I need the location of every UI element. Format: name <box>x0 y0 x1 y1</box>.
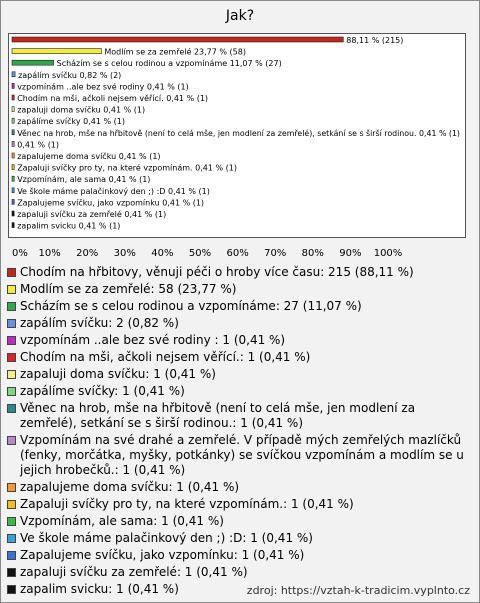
legend-label: Věnec na hrob, mše na hřbitově (není to celá mše, jen modlení za zemřelé), setkání se s širší rodinou.: 1 (0,41 %) <box>20 401 416 430</box>
bar-8 <box>12 130 14 135</box>
legend-label: zapaluji svíčku za zemřelé: 1 (0,41 %) <box>20 565 248 579</box>
legend-label: Chodím na hřbitovy, věnuji péči o hroby více času: 215 (88,11 %) <box>20 265 414 279</box>
legend-item <box>7 548 475 563</box>
bar-6 <box>12 107 14 112</box>
bar-label-14: Zapalujeme svíčku, jako vzpomínku 0,41 % (1) <box>17 198 205 208</box>
legend-swatch <box>7 353 16 362</box>
bar-label-8: Věnec na hrob, mše na hřbitově (není to celá mše, jen modlení za zemřelé), setkání se s širší rodinou. 0,41 % (1) <box>17 128 470 138</box>
legend-label: zapalujeme doma svíčku: 1 (0,41 %) <box>20 480 240 494</box>
chart-title: Jak? <box>225 8 255 24</box>
bar-7 <box>12 118 14 123</box>
legend-swatch <box>7 551 16 560</box>
bar-label-15: zapaluji svíčku za zemřelé 0,41 % (1) <box>17 210 167 219</box>
x-tick-label-0: 0% <box>12 248 28 259</box>
bar-3 <box>12 72 15 77</box>
bar-label-12: Vzpomínám, ale sama 0,41 % (1) <box>17 175 151 185</box>
x-tick-label-5: 50% <box>188 248 212 259</box>
legend-label: vzpomínám ..ale bez své rodiny : 1 (0,41 %) <box>20 333 286 347</box>
legend-label: Chodím na mši, ačkoli nejsem věřící.: 1 (0,41 %) <box>20 350 311 364</box>
legend-item <box>7 531 475 546</box>
legend-swatch <box>7 585 16 594</box>
x-tick-label-7: 70% <box>264 248 287 259</box>
legend-label: zapálíme svíčky: 1 (0,41 %) <box>20 384 185 398</box>
bar-label-7: zapálíme svíčky 0,41 % (1) <box>17 117 125 127</box>
bar-label-3: zapálím svíčku 0,82 % (2) <box>18 70 122 80</box>
bar-label-13: Ve škole máme palačinkový den ;) :D 0,41 % (1) <box>17 186 210 196</box>
bar-label-2: Scházím se s celou rodinou a vzpomínáme 11,07 % (27) <box>56 59 282 69</box>
legend-item <box>7 384 475 399</box>
legend-swatch <box>7 436 16 445</box>
legend-item <box>7 316 475 331</box>
source-text: zdroj: https://vztah-k-tradicim.vyplnto.cz <box>246 584 470 597</box>
bar-label-11: Zapaluji svíčky pro ty, na které vzpomínám. 0,41 % (1) <box>17 163 237 173</box>
legend-swatch <box>7 568 16 577</box>
legend-swatch <box>7 268 16 277</box>
bar-label-9: 0,41 % (1) <box>17 140 60 150</box>
legend-label: zapalim svicku: 1 (0,41 %) <box>20 582 179 596</box>
x-tick-label-10: 100% <box>373 248 403 259</box>
x-tick-label-9: 90% <box>339 248 362 259</box>
legend-item <box>7 333 475 348</box>
x-tick-label-1: 10% <box>38 248 61 259</box>
legend <box>7 265 475 599</box>
legend-swatch <box>7 370 16 379</box>
legend-item <box>7 367 475 382</box>
legend-swatch <box>7 534 16 543</box>
bar-label-5: Chodím na mši, ačkoli nejsem věřící. 0,41 % (1) <box>17 94 209 103</box>
bar-label-0: 88,11 % (215) <box>346 36 404 45</box>
legend-item <box>7 497 475 512</box>
bar-5 <box>12 95 14 100</box>
legend-label: Vzpomínám, ale sama: 1 (0,41 %) <box>20 514 224 528</box>
legend-item <box>7 401 475 431</box>
bar-2 <box>12 60 54 65</box>
bar-0 <box>12 37 343 42</box>
bar-label-4: vzpomínám ..ale bez své rodiny 0,41 % (1) <box>17 82 189 92</box>
legend-label: zapálím svíčku: 2 (0,82 %) <box>20 316 179 330</box>
bar-label-6: zapaluji doma svíčku 0,41 % (1) <box>17 105 146 115</box>
legend-item <box>7 299 475 314</box>
x-tick-label-2: 20% <box>76 248 99 259</box>
legend-swatch <box>7 404 16 413</box>
x-tick-label-8: 80% <box>301 248 324 259</box>
legend-swatch <box>7 387 16 396</box>
legend-swatch <box>7 517 16 526</box>
legend-swatch <box>7 483 16 492</box>
x-tick-label-6: 60% <box>226 248 249 259</box>
legend-label: Zapalujeme svíčku, jako vzpomínku: 1 (0,41 %) <box>20 548 305 562</box>
legend-label: Scházím se s celou rodinou a vzpomínáme: 27 (11,07 %) <box>20 299 362 313</box>
bar-label-1: Modlím se za zemřelé 23,77 % (58) <box>104 47 246 57</box>
legend-label: Ve škole máme palačinkový den ;) :D: 1 (0,41 %) <box>20 531 313 545</box>
bar-4 <box>12 83 14 88</box>
legend-swatch <box>7 336 16 345</box>
legend-item <box>7 433 475 478</box>
bar-16 <box>12 223 14 228</box>
x-tick-label-4: 40% <box>151 248 174 259</box>
bar-14 <box>12 199 14 204</box>
bar-10 <box>12 153 14 158</box>
x-tick-label-3: 30% <box>113 248 136 259</box>
legend-swatch <box>7 285 16 294</box>
legend-label: Modlím se za zemřelé: 58 (23,77 %) <box>20 282 237 296</box>
bar-chart <box>8 33 468 263</box>
bar-13 <box>12 188 14 193</box>
legend-swatch <box>7 302 16 311</box>
legend-item <box>7 282 475 297</box>
legend-label: Vzpomínám na své drahé a zemřelé. V případě mých zemřelých mazlíčků (fenky, morčátka, myšky, potkánky) se svíčkou vzpomínám a modlím se u jejich hrobečků.: 1 (0,41 %) <box>20 433 464 477</box>
legend-swatch <box>7 319 16 328</box>
bar-12 <box>12 176 14 181</box>
legend-item <box>7 265 475 280</box>
legend-item <box>7 350 475 365</box>
bar-9 <box>12 141 14 146</box>
bar-15 <box>12 211 14 216</box>
bar-label-10: zapalujeme doma svíčku 0,41 % (1) <box>17 152 161 161</box>
legend-item <box>7 480 475 495</box>
bar-1 <box>12 49 101 54</box>
bar-label-16: zapalim svicku 0,41 % (1) <box>17 221 121 231</box>
legend-label: Zapaluji svíčky pro ty, na které vzpomínám.: 1 (0,41 %) <box>20 497 354 511</box>
legend-item <box>7 514 475 529</box>
legend-item <box>7 565 475 580</box>
legend-label: zapaluji doma svíčku: 1 (0,41 %) <box>20 367 216 381</box>
bar-11 <box>12 165 14 170</box>
legend-swatch <box>7 500 16 509</box>
